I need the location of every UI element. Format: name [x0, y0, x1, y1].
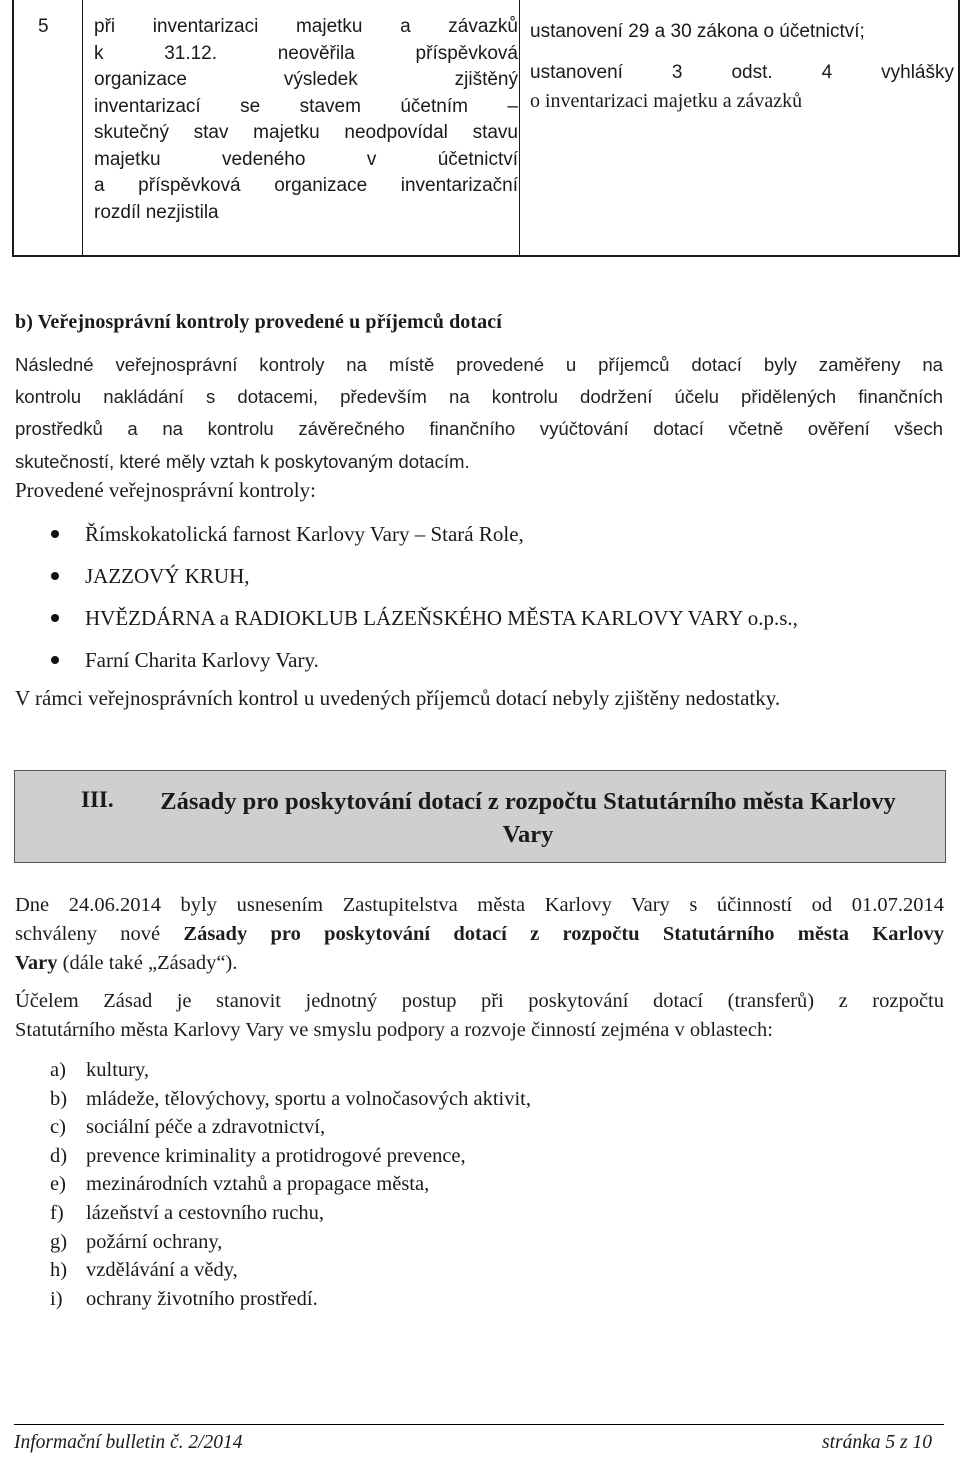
list-item: [48, 639, 928, 681]
document-name: Zásady pro poskytování dotací z rozpočtu Statutárního města Karlovy: [183, 923, 945, 945]
bullet-icon: [51, 656, 59, 664]
paragraph-line: Statutárního města Karlovy Vary ve smyslu podpory a rozvoje činností zejména v oblastech:: [15, 1019, 773, 1041]
finding-line: inventarizací se stavem účetním –: [94, 95, 518, 117]
area-text: požární ochrany,: [86, 1230, 223, 1253]
document-name-end: Vary: [15, 952, 58, 974]
bulletin-name: Informační bulletin č. 2/2014: [14, 1432, 243, 1453]
list-item: [48, 597, 928, 639]
paragraph-line: Následné veřejnosprávní kontroly na místě provedené u příjemců dotací byly zaměřeny na: [15, 354, 943, 375]
finding-line: k 31.12. neověřila příspěvková: [94, 42, 518, 64]
list-marker: h): [50, 1259, 68, 1282]
list-item: [48, 555, 928, 597]
provision-line: ustanovení 29 a 30 zákona o účetnictví;: [530, 21, 865, 42]
provision-line: ustanovení 3 odst. 4 vyhlášky: [530, 62, 954, 83]
area-text: prevence kriminality a protidrogové prevence,: [86, 1144, 466, 1167]
paragraph-line: prostředků a na kontrolu závěrečného finančního vyúčtování dotací včetně ověření všech: [15, 418, 943, 440]
purpose-paragraph: [15, 987, 944, 1045]
provision-line: o inventarizaci majetku a závazků: [530, 90, 803, 112]
paragraph-line: Účelem Zásad je stanovit jednotný postup při poskytování dotací (transferů) z rozpočtu: [15, 990, 944, 1012]
chapter-heading-box: [14, 770, 946, 863]
paragraph-line: skutečností, které měly vztah k poskytovaným dotacím.: [15, 450, 470, 472]
violated-provisions: [530, 19, 954, 115]
findings-table-row: [12, 0, 960, 256]
control-name: Farní Charita Karlovy Vary.: [85, 648, 319, 672]
section-b-paragraph: [15, 349, 943, 478]
finding-line: a příspěvková organizace inventarizační: [94, 175, 518, 196]
footer-divider: [14, 1424, 944, 1425]
area-text: ochrany životního prostředí.: [86, 1287, 318, 1310]
list-marker: f): [50, 1201, 64, 1224]
text-span: (dále také „Zásady“).: [62, 952, 238, 974]
finding-line: rozdíl nezjistila: [94, 201, 219, 223]
bullet-icon: [51, 572, 59, 580]
list-marker: a): [50, 1059, 66, 1081]
controls-conclusion: V rámci veřejnosprávních kontrol u uvedených příjemců dotací nebyly zjištěny nedostatky.: [15, 686, 781, 710]
area-text: sociální péče a zdravotnictví,: [86, 1116, 326, 1139]
table-divider-1: [82, 0, 83, 256]
control-name: Římskokatolická farnost Karlovy Vary – Stará Role,: [85, 522, 524, 546]
page-number: stránka 5 z 10: [822, 1432, 932, 1453]
bullet-icon: [51, 530, 59, 538]
table-border-bottom: [12, 255, 960, 257]
finding-line: organizace výsledek zjištěný: [94, 69, 518, 90]
area-text: mezinárodních vztahů a propagace města,: [86, 1173, 430, 1196]
paragraph-line: [15, 949, 944, 978]
table-border-left: [12, 0, 14, 256]
paragraph-line: Dne 24.06.2014 byly usnesením Zastupitelstva města Karlovy Vary s účinností od 01.07.2014: [15, 894, 944, 916]
text-span: schváleny nové: [15, 923, 161, 945]
area-text: mládeže, tělovýchovy, sportu a volnočasových aktivit,: [86, 1087, 531, 1110]
area-text: kultury,: [86, 1059, 150, 1081]
table-divider-2: [519, 0, 520, 256]
paragraph-line: [15, 920, 944, 949]
page-footer: [14, 1432, 932, 1460]
finding-line: skutečný stav majetku neodpovídal stavu: [94, 122, 518, 143]
finding-text: [94, 14, 518, 226]
section-heading: b) Veřejnosprávní kontroly provedené u příjemců dotací: [15, 311, 502, 333]
list-marker: e): [50, 1173, 66, 1196]
control-name: HVĚZDÁRNA a RADIOKLUB LÁZEŇSKÉHO MĚSTA KARLOVY VARY o.p.s.,: [85, 606, 798, 630]
area-text: vzdělávání a vědy,: [86, 1259, 238, 1282]
chapter-number: III.: [81, 787, 114, 812]
chapter-title: Zásady pro poskytování dotací z rozpočtu Statutárního města Karlovy Vary: [160, 788, 896, 848]
resolution-paragraph: [15, 891, 944, 978]
list-item: [48, 513, 928, 555]
paragraph-line: kontrolu nakládání s dotacemi, především na kontrolu dodržení účelu přidělených finančních: [15, 386, 943, 408]
list-marker: c): [50, 1116, 66, 1139]
controls-list: [48, 513, 928, 681]
list-marker: g): [50, 1230, 68, 1253]
row-number: 5: [38, 16, 49, 37]
bullet-icon: [51, 614, 59, 622]
area-text: lázeňství a cestovního ruchu,: [86, 1201, 324, 1224]
finding-line: při inventarizaci majetku a závazků: [94, 16, 518, 37]
finding-line: majetku vedeného v účetnictví: [94, 148, 518, 170]
controls-intro: Provedené veřejnosprávní kontroly:: [15, 478, 316, 502]
list-marker: i): [50, 1287, 63, 1310]
list-marker: b): [50, 1087, 68, 1110]
list-marker: d): [50, 1144, 68, 1167]
control-name: JAZZOVÝ KRUH,: [85, 564, 250, 588]
